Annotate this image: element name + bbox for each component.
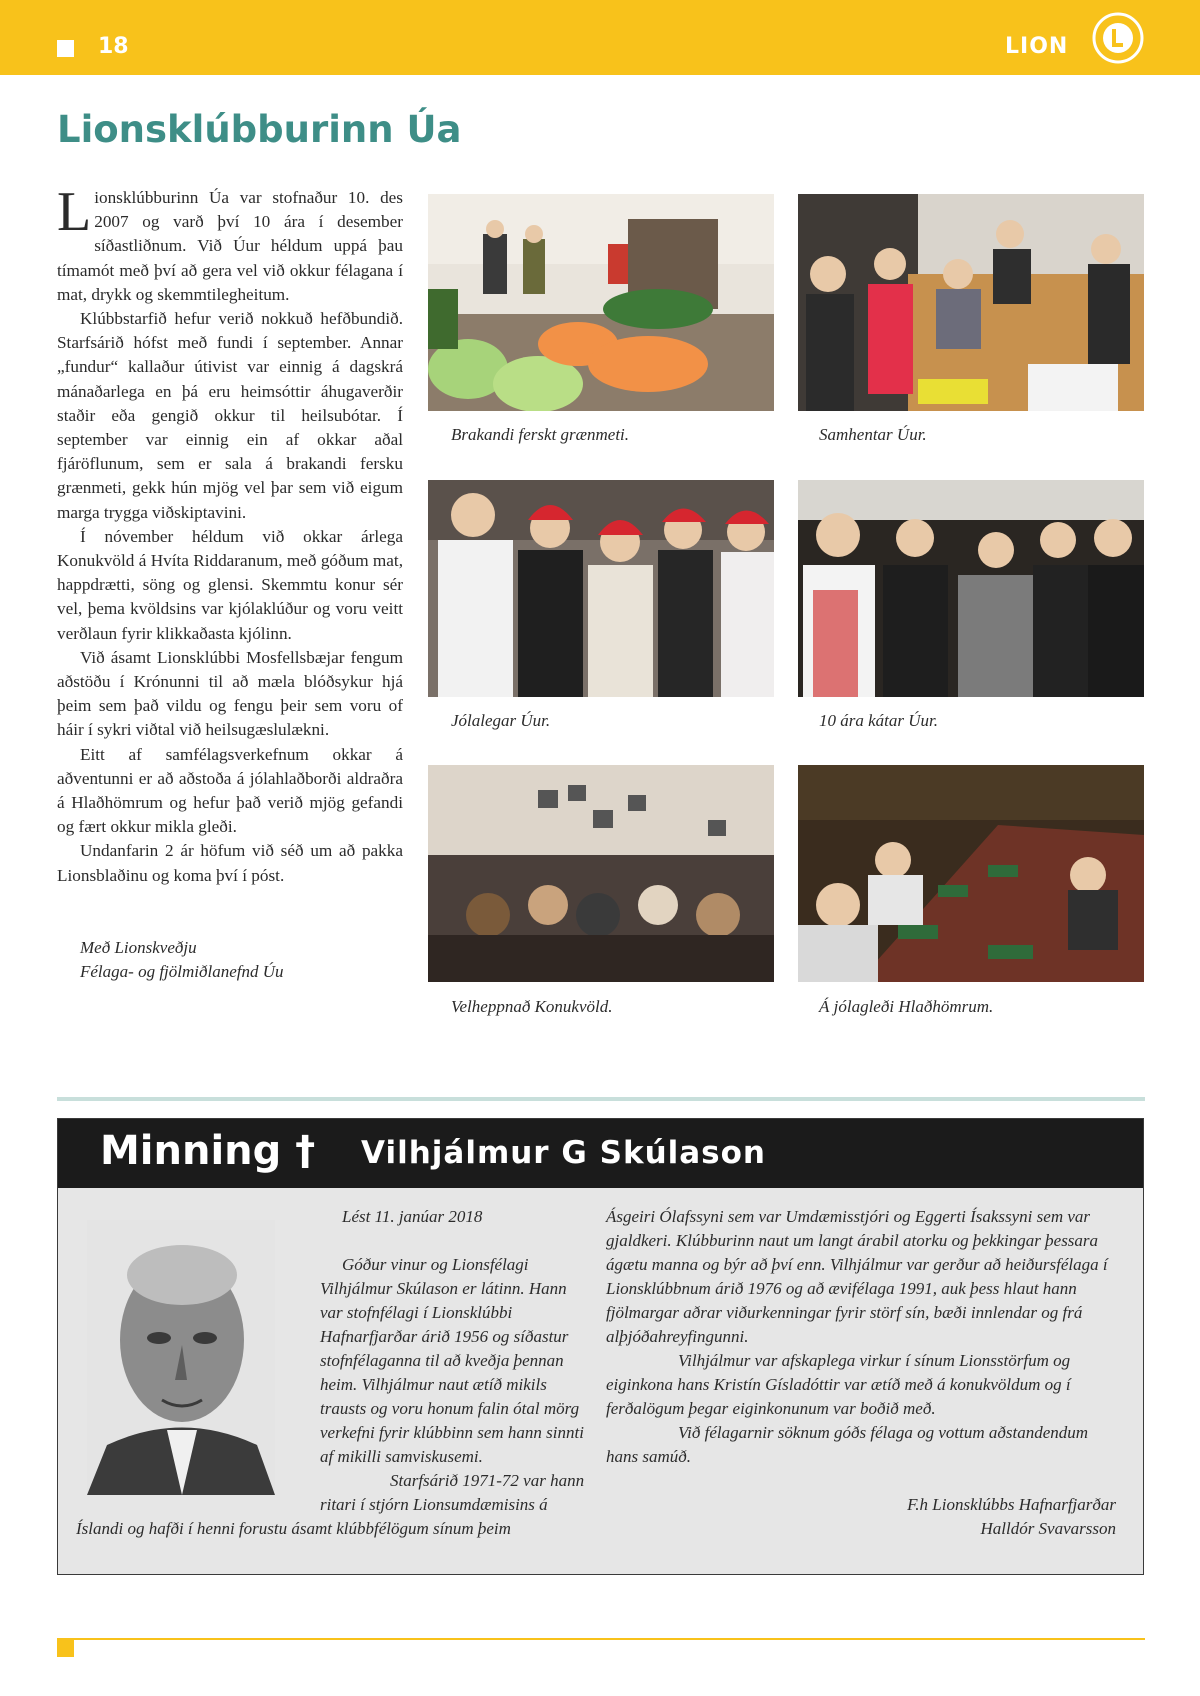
photo-anniversary bbox=[798, 480, 1144, 697]
article-body bbox=[57, 181, 403, 888]
article-paragraph: Klúbbstarfið hefur verið nokkuð hefðbundið. Starfsárið hófst með fundi í september. Annar „fundur“ kallaður útivist var einnig á dagskrá mánaðarlega en þá eru heimsóttir áhugaverðir staðir eða gengið okkur til heilsubótar. Í september var einnig ein af okkar aðal fjáröflunum, sem er sala á brakandi fersku grænmeti, gekk hún mjög vel þar sem við eigum marga trygga viðskiptavini. bbox=[57, 309, 403, 522]
photo-christmas bbox=[428, 480, 774, 697]
lions-emblem-icon bbox=[1092, 12, 1144, 64]
memorial-heading: Minning † bbox=[100, 1128, 316, 1174]
memorial-box bbox=[57, 1118, 1144, 1575]
article-signoff: Með Lionskveðju Félaga- og fjölmiðlanefnd Úu bbox=[80, 938, 284, 981]
photo-caption: Jólalegar Úur. bbox=[451, 711, 551, 730]
memorial-column-2: Ásgeiri Ólafssyni sem var Umdæmisstjóri og Eggerti Ísakssyni sem var gjaldkeri. Klúbburinn naut um langt árabil atorku og þekkingar þessara ágætu manna og býr að því enn. Vilhjálmur var gerður að heiðursfélaga í Lionsklúbbnum árið 1976 og að ævifélaga 1991, auk þess hlaut hann fjölmargar aðrar viðurkenningar fyrir störf sín, bæði innlendar og frá alþjóðahreyfingunni. Vilhjálmur var afskaplega virkur í sínum Lionsstörfum og eiginkona hans Kristín Gísladóttir var ætíð með á konukvöldum og í ferðalögum þegar eiginkonunum var boðið með. Við félagarnir söknum góðs félaga og vottum aðstandendum hans samúð. F.h Lionsklúbbs Hafnarfjarðar Halldór Svavarsson bbox=[606, 1205, 1116, 1541]
memorial-signature-club: F.h Lionsklúbbs Hafnarfjarðar bbox=[907, 1495, 1116, 1514]
page-number: 18 bbox=[98, 34, 129, 59]
photo-caption: Samhentar Úur. bbox=[819, 425, 927, 444]
photo-caption: 10 ára kátar Úur. bbox=[819, 711, 939, 730]
article-paragraph: Eitt af samfélagsverkefnum okkar á aðventunni er að aðstoða á jólahlaðborði aldraðra á Hlaðhömrum og hefur það verið mjög gefandi og fært okkur mikla gleði. bbox=[57, 744, 403, 837]
article-paragraph: Lionsklúbburinn Úa var stofnaður 10. des 2007 og varð því 10 ára í desember síðastliðnum. Við Úur héldum uppá þau tímamót með því að gera vel við okkur félagana í mat, drykk og skemmtilegheitum. bbox=[57, 181, 403, 304]
photo-women-table bbox=[798, 194, 1144, 411]
page-marker-square bbox=[57, 40, 74, 57]
photo-vegetables bbox=[428, 194, 774, 411]
memorial-signature-name: Halldór Svavarsson bbox=[980, 1519, 1116, 1538]
footer-marker-square bbox=[57, 1640, 74, 1657]
photo-caption: Á jólagleði Hlaðhömrum. bbox=[819, 997, 994, 1016]
portrait-photo bbox=[87, 1220, 275, 1495]
article-title: Lionsklúbburinn Úa bbox=[57, 108, 462, 151]
page-header bbox=[0, 0, 1200, 75]
magazine-name: LION bbox=[1005, 34, 1069, 59]
memorial-column-1-last-line: Íslandi og hafði í henni forustu ásamt klúbbfélögum sínum þeim bbox=[76, 1519, 511, 1538]
article-paragraph: Undanfarin 2 ár höfum við séð um að pakka Lionsblaðinu og koma því í póst. bbox=[57, 841, 403, 885]
photo-womens-evening bbox=[428, 765, 774, 982]
memorial-column-1: Lést 11. janúar 2018 Góður vinur og Lionsfélagi Vilhjálmur Skúlason er látinn. Hann var stofnfélagi í Lionsklúbbi Hafnarfjarðar árið 1956 og síðastur stofnfélaganna til að kveðja þennan heim. Vilhjálmur naut ætíð mikils trausts og voru honum falin ótal mörg verkefni fyrir klúbbinn sem hann sinnti af mikilli samviskusemi. Starfsárið 1971-72 var hann ritari í stjórn Lionsumdæmisins á bbox=[320, 1205, 590, 1517]
article-paragraph: Í nóvember héldum við okkar árlega Konukvöld á Hvíta Riddaranum, með góðum mat, happdrætti, söng og glensi. Skemmtu konur sér vel, þema kvöldsins var kjólaklúður og voru veitt verðlaun fyrir klikkaðasta kjólinn. bbox=[57, 526, 403, 643]
photo-christmas-party bbox=[798, 765, 1144, 982]
article-paragraph: Við ásamt Lionsklúbbi Mosfellsbæjar fengum aðstöðu í Krónunni til að mæla blóðsykur hjá þeim sem það vildu og fengu þeir sem voru of háir í sykri viðtal við heilsugæslulækni. bbox=[57, 647, 403, 740]
memorial-died: Lést 11. janúar 2018 bbox=[342, 1207, 483, 1226]
memorial-name: Vilhjálmur G Skúlason bbox=[361, 1135, 767, 1171]
memorial-header bbox=[58, 1119, 1143, 1188]
drop-cap: L bbox=[57, 181, 92, 243]
footer-rule bbox=[57, 1638, 1145, 1640]
photo-caption: Velheppnað Konukvöld. bbox=[451, 997, 613, 1016]
photo-caption: Brakandi ferskt grænmeti. bbox=[451, 425, 630, 444]
section-divider bbox=[57, 1097, 1145, 1101]
